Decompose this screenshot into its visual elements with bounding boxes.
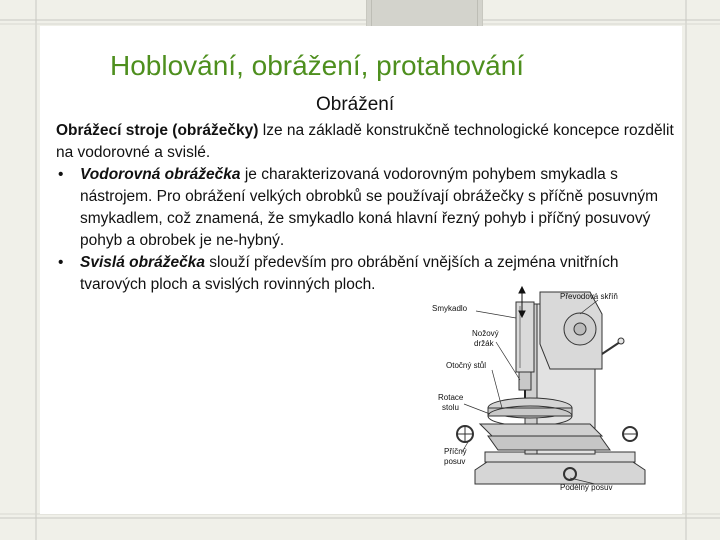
bullet-list (56, 164, 676, 296)
label-pricny-2: posuv (444, 457, 466, 466)
label-rotace-2: stolu (442, 403, 459, 412)
slide-subtitle: Obrážení (316, 94, 395, 115)
intro-bold-term: Obrážecí stroje (obrážečky) (56, 122, 259, 139)
bullet-term: Vodorovná obrážečka (80, 166, 241, 183)
label-prevodova-skrin: Převodová skříň (560, 292, 618, 301)
intro-text: lze na základě konstrukčně technologické koncepce rozdělit na vodorovné a svislé. (56, 122, 674, 161)
label-otocny-stul: Otočný stůl (446, 361, 487, 370)
label-nozovy-1: Nožový (472, 329, 499, 338)
label-podelny-posuv: Podélný posuv (560, 483, 613, 492)
label-smykadlo: Smykadlo (432, 304, 468, 313)
body-text (56, 120, 676, 296)
bullet-text: je charakterizovaná vodorovným pohybem smykadla s nástrojem. Pro obrážení velkých obrobků se používají obrážečky s příčně posuvným smykadlem, což znamená, že smykadlo koná hlavní řezný pohyb i příčný posuvový pohyb a obrobek je ne-hybný. (80, 166, 659, 249)
label-pricny-1: Příčný (444, 447, 467, 456)
bullet-dot: • (58, 166, 64, 183)
bullet-dot: • (58, 254, 64, 271)
bullet-term: Svislá obrážečka (80, 254, 205, 271)
label-nozovy-2: držák (474, 339, 494, 348)
bullet-text: slouží především pro obrábění vnějších a zejména vnitřních tvarových ploch a svislých rovinných ploch. (80, 254, 619, 293)
intro-paragraph (56, 120, 676, 164)
vertical-shaper-illustration (430, 284, 675, 498)
list-item (56, 164, 676, 252)
slide-title: Hoblování, obrážení, protahování (110, 50, 525, 81)
label-rotace-1: Rotace (438, 393, 464, 402)
